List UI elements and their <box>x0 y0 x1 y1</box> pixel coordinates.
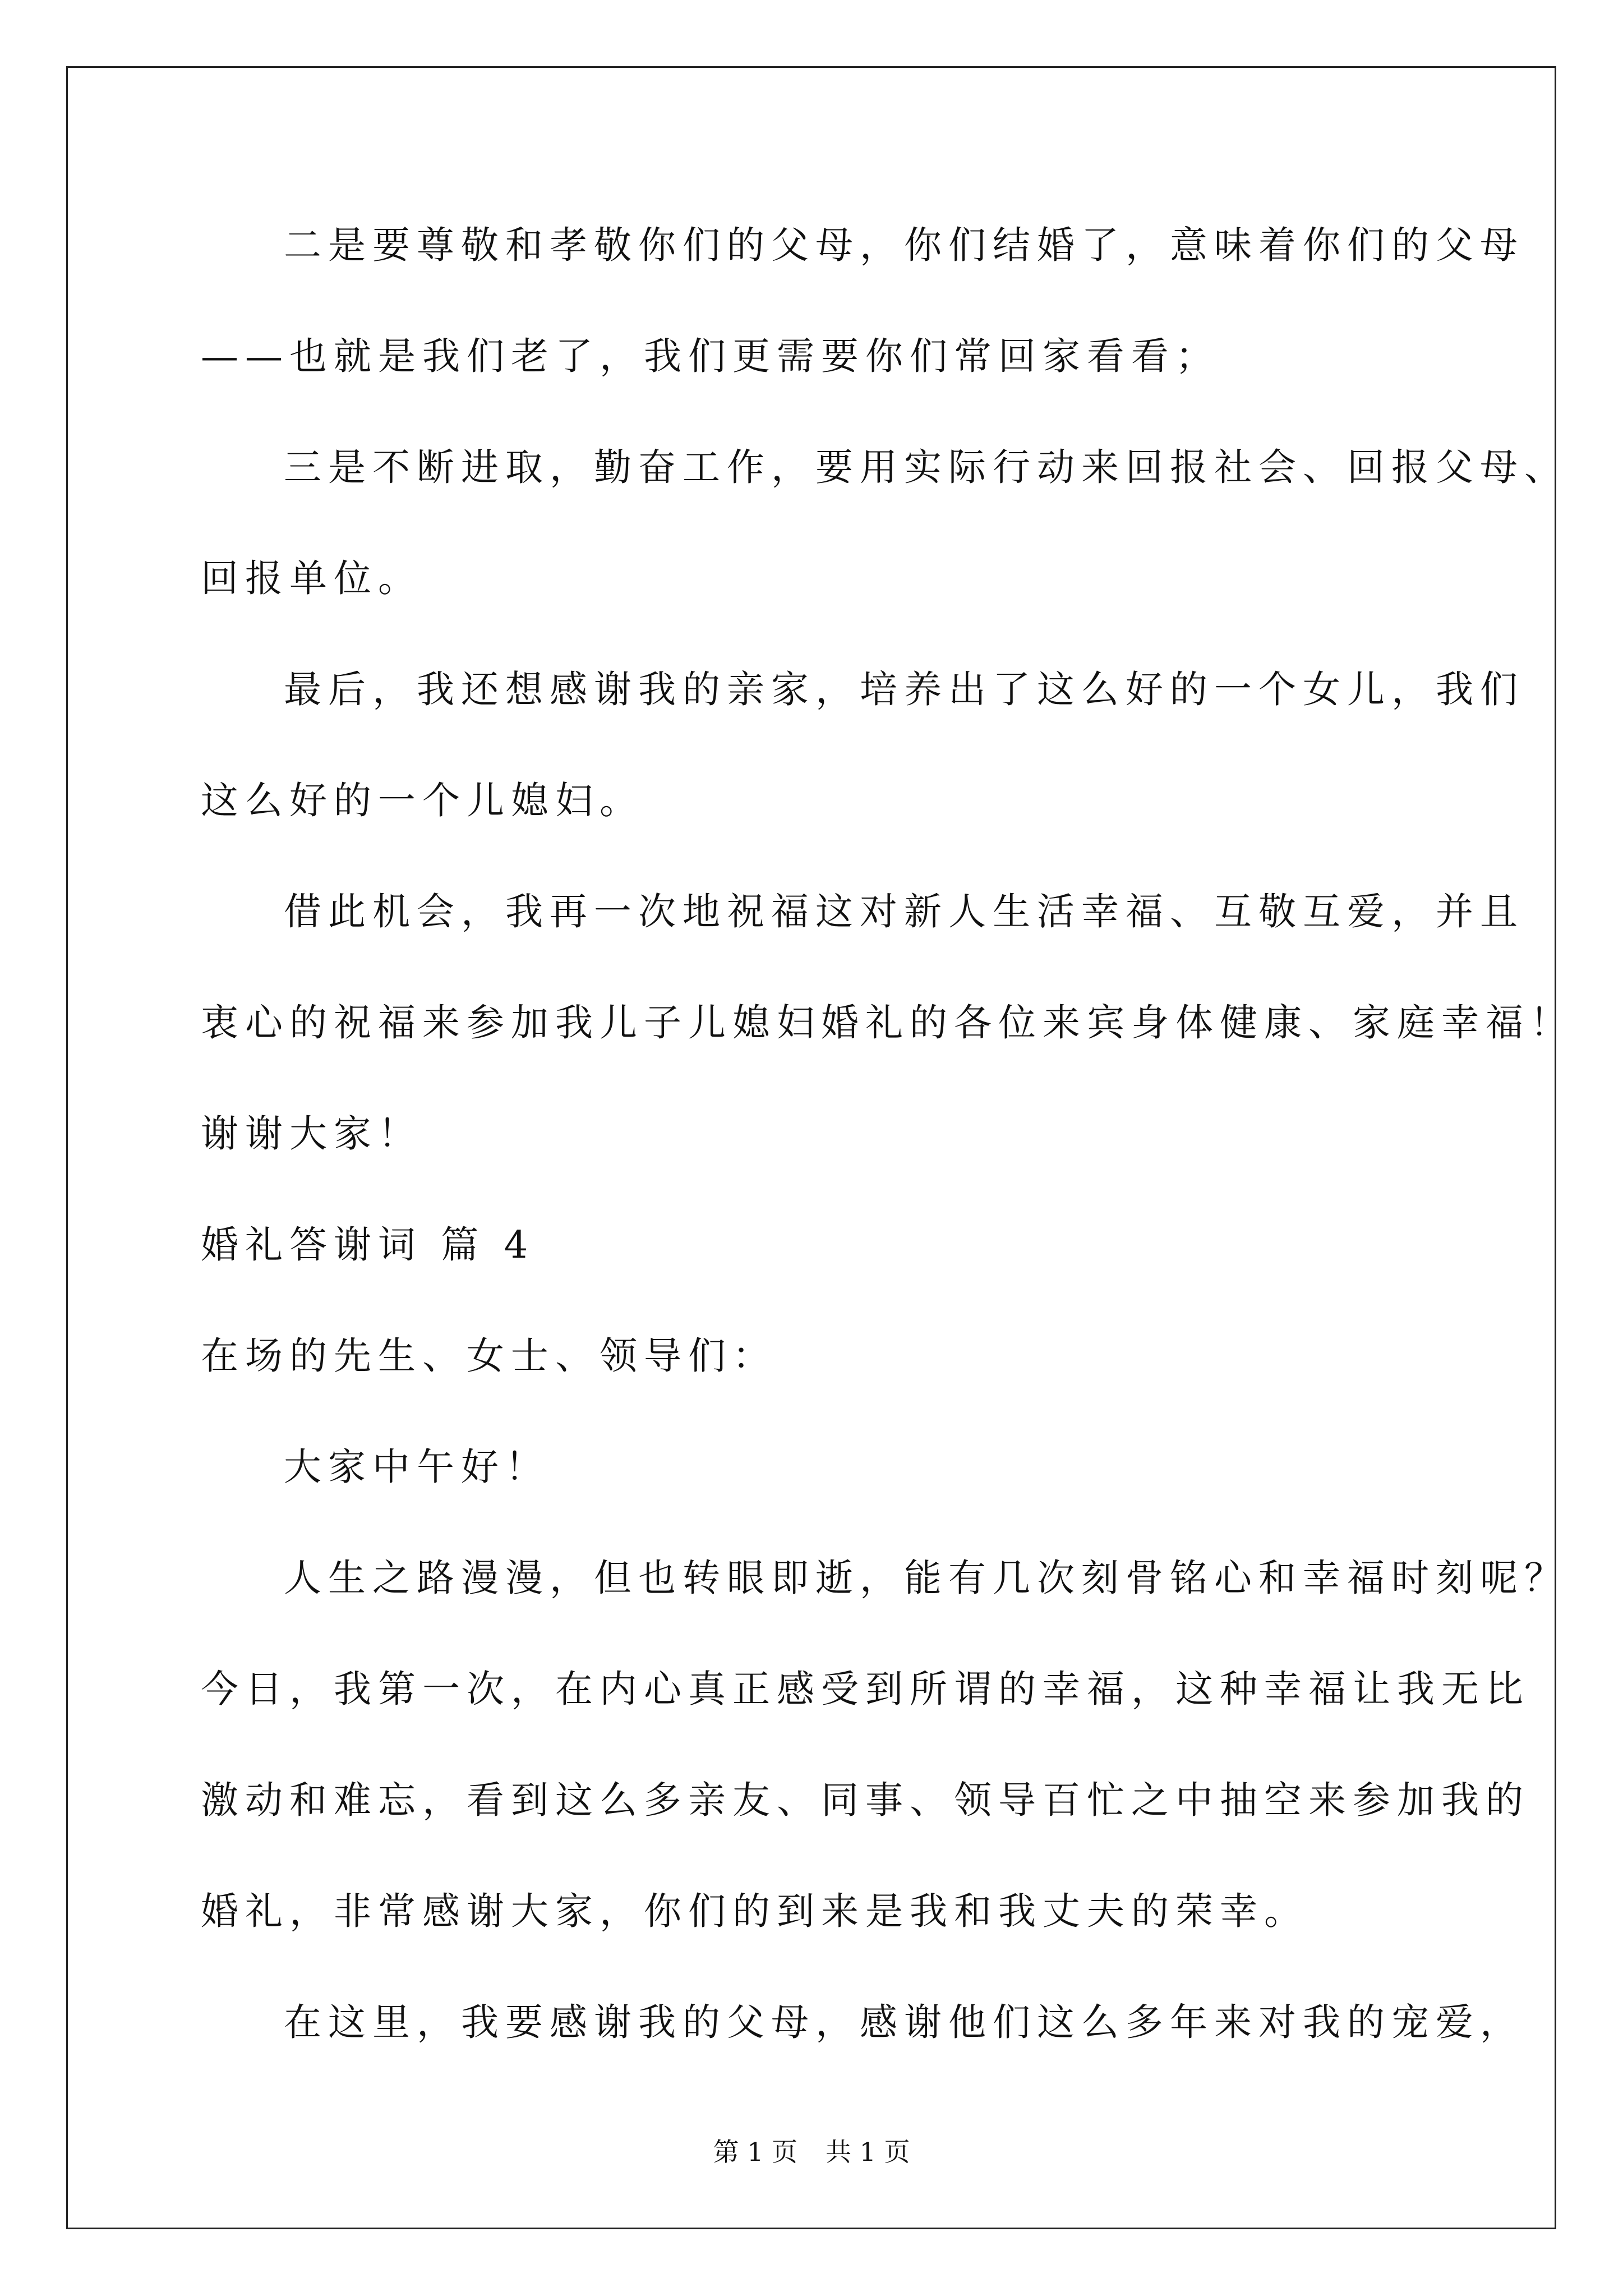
paragraph-line: 婚礼，非常感谢大家，你们的到来是我和我丈夫的荣幸。 <box>201 1889 1308 1933</box>
paragraph-line: 最后，我还想感谢我的亲家，培养出了这么好的一个女儿，我们 <box>284 668 1524 711</box>
paragraph-line: ——也就是我们老了，我们更需要你们常回家看看； <box>201 334 1220 378</box>
page-footer <box>0 2135 1623 2169</box>
paragraph-line: 人生之路漫漫，但也转眼即逝，能有几次刻骨铭心和幸福时刻呢？ <box>284 1556 1569 1600</box>
paragraph-line: 在这里，我要感谢我的父母，感谢他们这么多年来对我的宠爱， <box>284 2000 1524 2044</box>
paragraph-line: 今日，我第一次，在内心真正感受到所谓的幸福，这种幸福让我无比 <box>201 1667 1530 1711</box>
salutation: 在场的先生、女士、领导们： <box>201 1334 777 1378</box>
paragraph-line: 回报单位。 <box>201 556 422 600</box>
page-number-total: 共 1 页 <box>826 2137 910 2167</box>
paragraph-line: 借此机会，我再一次地祝福这对新人生活幸福、互敬互爱，并且 <box>284 890 1524 933</box>
page-number-current: 第 1 页 <box>713 2137 797 2167</box>
paragraph-line: 衷心的祝福来参加我儿子儿媳妇婚礼的各位来宾身体健康、家庭幸福！ <box>201 1001 1574 1045</box>
greeting: 大家中午好！ <box>284 1445 550 1489</box>
section-heading: 婚礼答谢词 篇 4 <box>201 1223 535 1267</box>
paragraph-line: 二是要尊敬和孝敬你们的父母，你们结婚了，意味着你们的父母 <box>284 223 1524 267</box>
paragraph-line: 三是不断进取，勤奋工作，要用实际行动来回报社会、回报父母、 <box>284 445 1569 489</box>
paragraph-line: 激动和难忘，看到这么多亲友、同事、领导百忙之中抽空来参加我的 <box>201 1778 1530 1822</box>
paragraph-line: 谢谢大家！ <box>201 1112 422 1156</box>
paragraph-line: 这么好的一个儿媳妇。 <box>201 779 644 822</box>
